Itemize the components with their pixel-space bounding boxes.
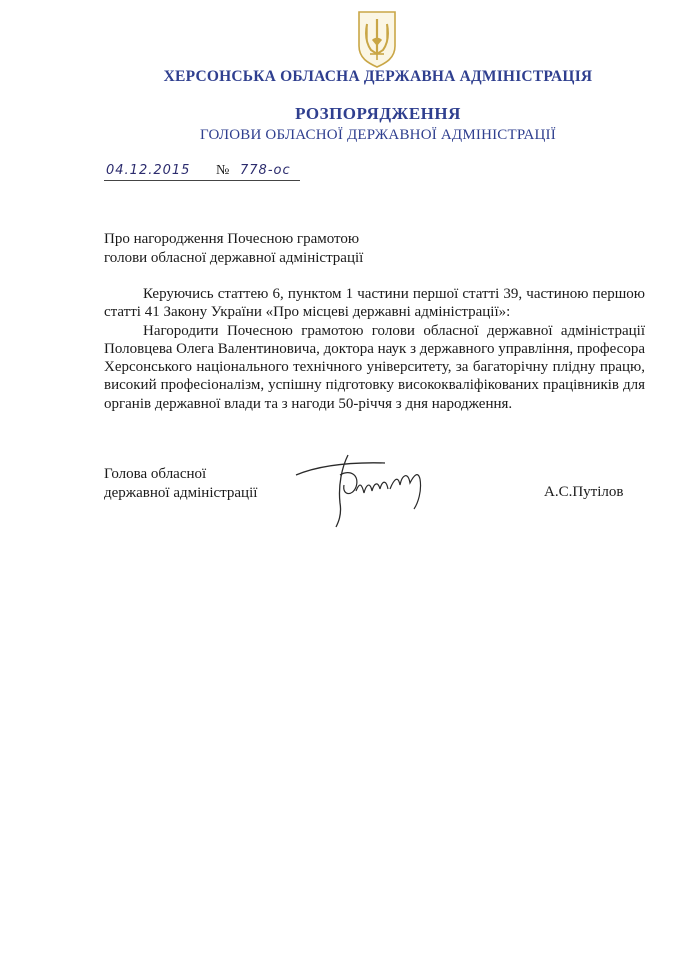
document-body: [104, 285, 645, 413]
handwritten-signature-icon: [290, 445, 440, 530]
trident-coat-of-arms-icon: [356, 10, 398, 68]
number-sign: №: [216, 163, 230, 178]
signer-name: А.С.Путілов: [544, 484, 624, 500]
document-date: 04.12.2015: [106, 163, 191, 178]
subject-line-2: голови обласної державної адміністрації: [104, 250, 364, 266]
document-type: РОЗПОРЯДЖЕННЯ: [295, 104, 461, 123]
registration-underline: [104, 180, 300, 181]
document-subtitle: ГОЛОВИ ОБЛАСНОЇ ДЕРЖАВНОЇ АДМІНІСТРАЦІЇ: [200, 127, 556, 143]
position-line-2: державної адміністрації: [104, 485, 258, 501]
document-number: 778-ос: [240, 163, 291, 178]
body-paragraph-1: Керуючись статтею 6, пунктом 1 частини першої статті 39, частиною першою статті 41 Закону України «Про місцеві державні адміністрації»:: [104, 286, 645, 321]
organization-name: ХЕРСОНСЬКА ОБЛАСНА ДЕРЖАВНА АДМІНІСТРАЦІЯ: [163, 68, 593, 85]
body-paragraph-2: Нагородити Почесною грамотою голови обласної державної адміністрації Половцева Олега Валентиновича, доктора наук з державного управління, професора Херсонського національного технічного університету, за багаторічну плідну працю, високий професіоналізм, успішну підготовку висококваліфікованих працівників для органів державної влади та з нагоди 50-річчя з дня народження.: [104, 322, 645, 412]
document-subject: [104, 230, 424, 268]
position-line-1: Голова обласної: [104, 466, 207, 482]
signatory-position: [104, 465, 257, 503]
registration-line: [104, 163, 300, 183]
subject-line-1: Про нагородження Почесною грамотою: [104, 231, 360, 247]
